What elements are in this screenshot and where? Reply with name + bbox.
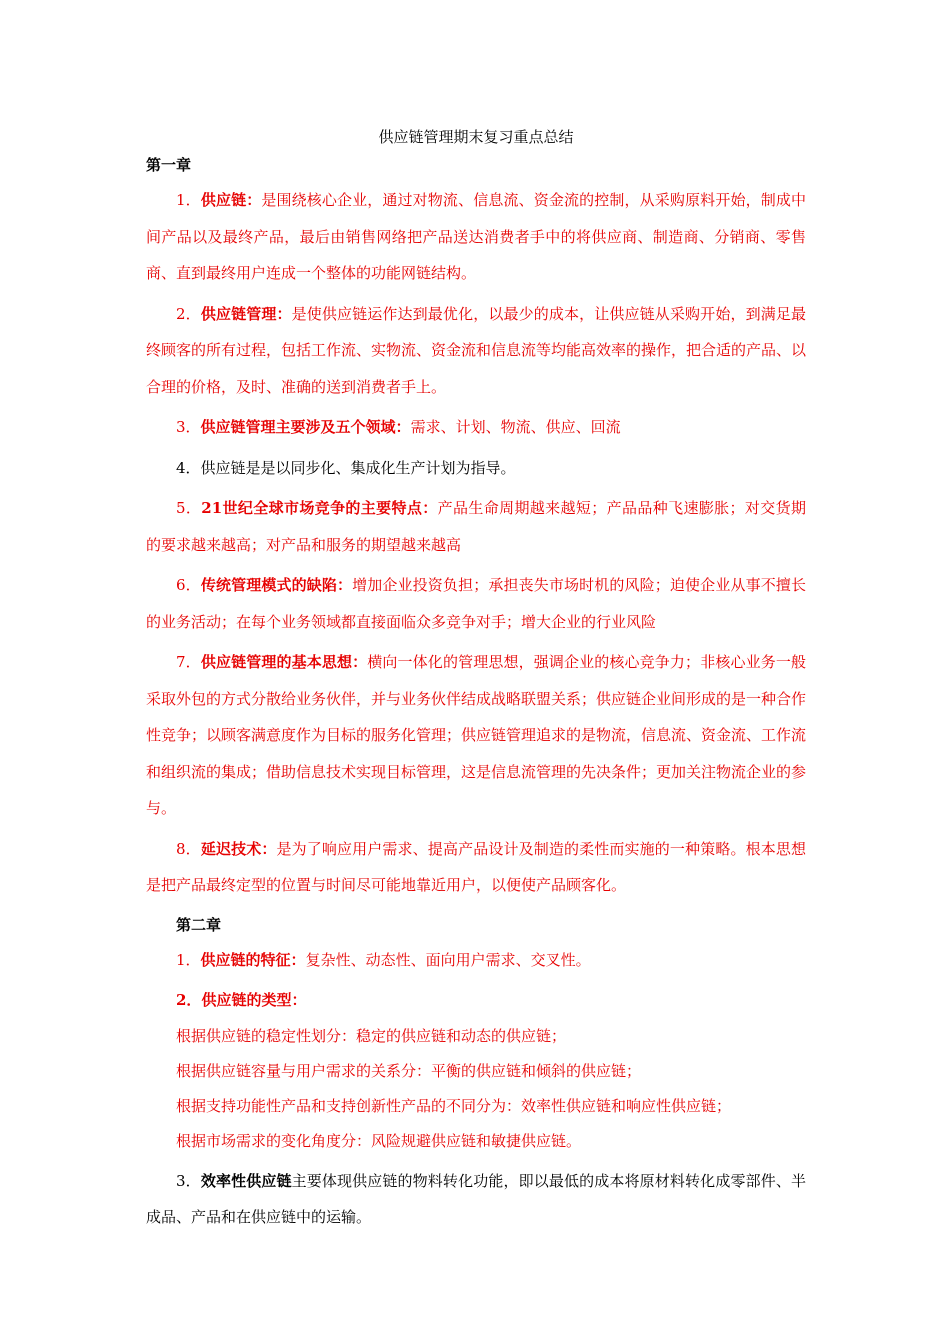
item-term: 供应链的类型： bbox=[201, 991, 307, 1009]
item-text: 产品生命周期越来越短；产品品种飞速膨胀；对交货期的要求越来越高；对产品和服务的期望越来越高 bbox=[146, 499, 806, 554]
chapter-1-item-3 bbox=[146, 409, 806, 446]
item-text: 横向一体化的管理思想，强调企业的核心竞争力；非核心业务一般采取外包的方式分散给业务伙伴，并与业务伙伴结成战略联盟关系；供应链企业间形成的是一种合作性竞争；以顾客满意度作为目标的服务化管理；供应链管理追求的是物流，信息流、资金流、工作流和组织流的集成；借助信息技术实现目标管理，这是信息流管理的先决条件；更加关注物流企业的参与。 bbox=[146, 653, 807, 817]
item-term: 21世纪全球市场竞争的主要特点： bbox=[201, 499, 438, 517]
item-term: 供应链的特征： bbox=[200, 950, 306, 969]
item-text: 是为了响应用户需求、提高产品设计及制造的柔性而实施的一种策略。根本思想是把产品最终定型的位置与时间尽可能地靠近用户，以便使产品顾客化。 bbox=[146, 839, 806, 894]
chapter-1-item-6 bbox=[146, 567, 806, 640]
item-term: 传统管理模式的缺陷： bbox=[200, 576, 353, 594]
chapter-1-item-7 bbox=[146, 644, 806, 827]
item-term: 延迟技术： bbox=[200, 839, 277, 858]
chapter-1-item-5 bbox=[146, 490, 806, 563]
chapter-1-item-8 bbox=[146, 831, 806, 904]
item-term: 供应链管理的基本思想： bbox=[200, 653, 368, 671]
item-number: 1． bbox=[176, 191, 201, 209]
item-text: 复杂性、动态性、面向用户需求、交叉性。 bbox=[305, 950, 591, 969]
item-text: 需求、计划、物流、供应、回流 bbox=[410, 418, 621, 436]
item-number: 4． bbox=[176, 458, 201, 477]
chapter-2-item-3 bbox=[146, 1163, 806, 1236]
item-term: 效率性供应链 bbox=[200, 1171, 292, 1190]
item-number: 3． bbox=[176, 1171, 201, 1190]
item-term: 供应链管理主要涉及五个领域： bbox=[200, 418, 411, 436]
item-text: 主要体现供应链的物料转化功能，即以最低的成本将原材料转化成零部件、半成品、产品和在供应链中的运输。 bbox=[146, 1171, 806, 1226]
chapter-1-item-1 bbox=[146, 182, 806, 292]
supply-chain-type-4: 根据市场需求的变化角度分：风险规避供应链和敏捷供应链。 bbox=[176, 1131, 582, 1150]
chapter-1-heading: 第一章 bbox=[146, 156, 192, 174]
item-text: 是使供应链运作达到最优化，以最少的成本，让供应链从采购开始，到满足最终顾客的所有过程，包括工作流、实物流、资金流和信息流等均能高效率的操作，把合适的产品、以合理的价格，及时、准确的送到消费者手上。 bbox=[146, 304, 807, 396]
item-text: 供应链是是以同步化、集成化生产计划为指导。 bbox=[200, 458, 516, 477]
item-number: 1． bbox=[176, 950, 201, 969]
item-term: 供应链： bbox=[200, 191, 262, 209]
item-text: 增加企业投资负担；承担丧失市场时机的风险；迫使企业从事不擅长的业务活动；在每个业务领域都直接面临众多竞争对手；增大企业的行业风险 bbox=[146, 576, 806, 631]
document-title: 供应链管理期末复习重点总结 bbox=[378, 128, 574, 146]
item-number: 2． bbox=[176, 304, 201, 323]
item-number: 7． bbox=[176, 653, 201, 671]
supply-chain-type-2: 根据供应链容量与用户需求的关系分：平衡的供应链和倾斜的供应链； bbox=[176, 1061, 642, 1080]
chapter-1-item-2 bbox=[146, 296, 806, 406]
item-number: 5． bbox=[176, 499, 202, 517]
item-term: 供应链管理： bbox=[200, 304, 292, 323]
item-number: 2． bbox=[176, 991, 202, 1009]
supply-chain-type-1: 根据供应链的稳定性划分：稳定的供应链和动态的供应链； bbox=[176, 1026, 567, 1045]
chapter-2-item-2 bbox=[146, 982, 806, 1019]
item-number: 3． bbox=[176, 418, 201, 436]
item-number: 6． bbox=[176, 576, 201, 594]
item-text: 是围绕核心企业，通过对物流、信息流、资金流的控制，从采购原料开始，制成中间产品以及最终产品，最后由销售网络把产品送达消费者手中的将供应商、制造商、分销商、零售商、直到最终用户连成一个整体的功能网链结构。 bbox=[146, 191, 806, 282]
chapter-1-item-4 bbox=[146, 450, 806, 487]
chapter-2-heading: 第二章 bbox=[176, 915, 222, 934]
supply-chain-type-3: 根据支持功能性产品和支持创新性产品的不同分为：效率性供应链和响应性供应链； bbox=[176, 1096, 732, 1115]
chapter-2-item-1 bbox=[146, 942, 806, 979]
item-number: 8． bbox=[176, 839, 201, 858]
document-body bbox=[146, 124, 806, 1236]
